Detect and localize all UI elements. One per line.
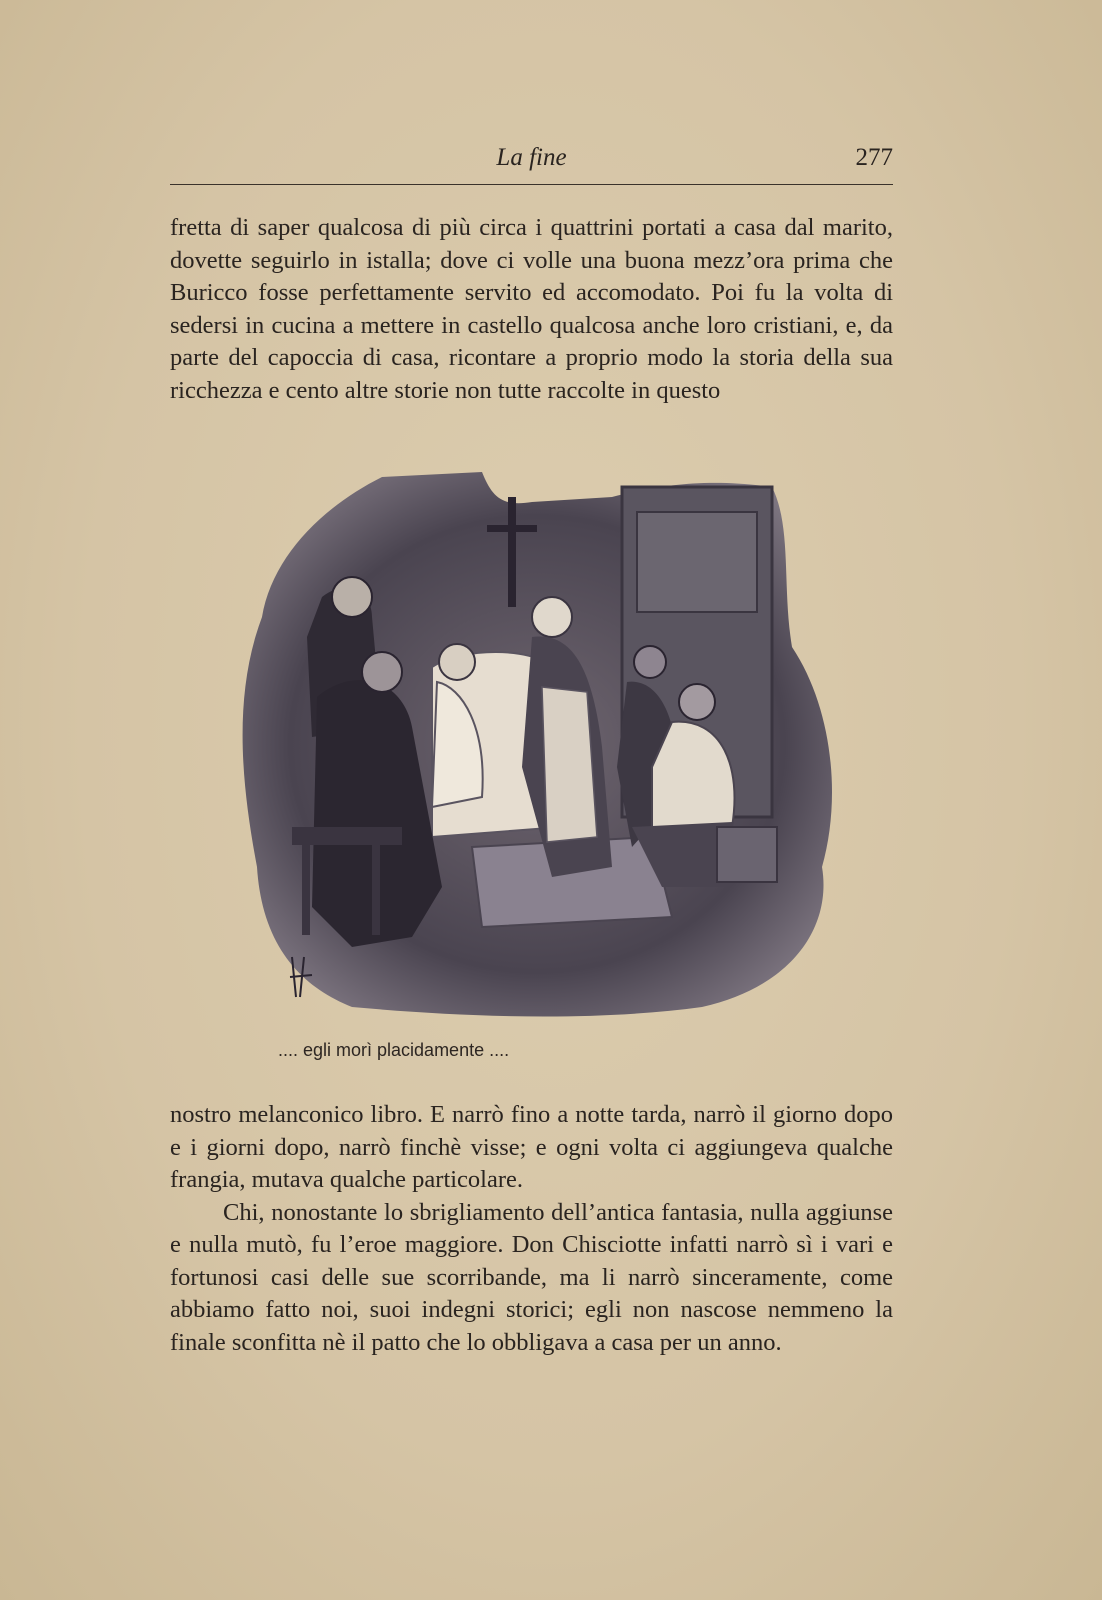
running-title: La fine (496, 144, 567, 171)
bottom-text-block (170, 1099, 893, 1359)
top-paragraph: fretta di saper qualcosa di più circa i quattrini portati a casa dal marito, dovette seguirlo in istalla; dove ci volle una buona mezz’ora prima che Buricco fosse perfettamente servito ed accomodato. Poi fu la volta di sedersi in cucina a mettere in castello qualcosa anche loro cristiani, e, da parte del capoccia di casa, ricontare a proprio modo la storia della sua ricchezza e cento altre storie non tutte raccolte in questo (170, 214, 893, 404)
header-rule (170, 184, 893, 185)
page-header (170, 144, 893, 184)
deathbed-illustration (232, 467, 852, 1027)
paragraph: Chi, nonostante lo sbrigliamento dell’antica fantasia, nulla aggiunse e nulla mutò, fu l’eroe maggiore. Don Chisciotte infatti narrò sì i vari e fortunosi casi delle sue scorribande, ma li narrò sinceramente, come abbiamo fatto noi, suoi indegni storici; egli non nascose nemmeno la finale sconfitta nè il patto che lo obbligava a casa per un anno. (170, 1198, 893, 1356)
top-text-block (170, 212, 893, 407)
illustration-caption: .... egli morì placidamente .... (278, 1040, 510, 1060)
page-number: 277 (855, 144, 893, 171)
paragraph: nostro melanconico libro. E narrò fino a notte tarda, narrò il giorno dopo e i giorni dopo, narrò finchè visse; e ogni volta ci aggiungeva qualche frangia, mutava qualche particolare. (170, 1101, 893, 1193)
